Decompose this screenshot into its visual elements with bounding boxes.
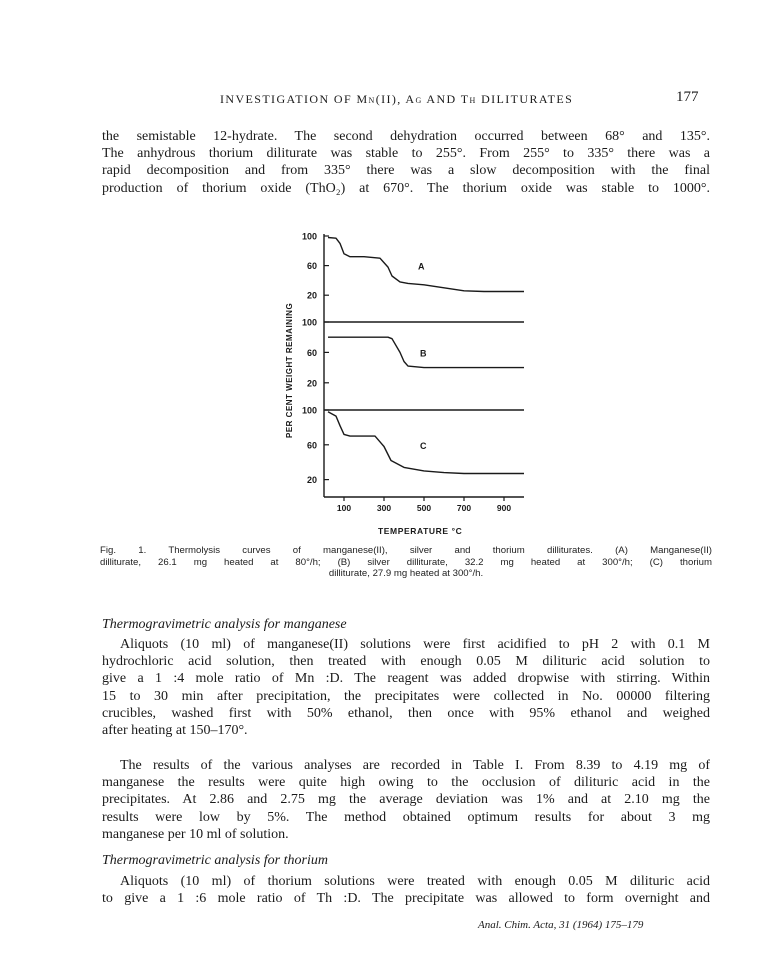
figure-caption xyxy=(100,545,712,580)
series-label-b: B xyxy=(420,348,427,359)
y-tick-label: 20 xyxy=(306,290,317,301)
caption-line: Fig. 1. Thermolysis curves of manganese(II), silver and thorium dilliturates. (A) Manganese(II) xyxy=(100,545,712,556)
caption-line: dilliturate, 27.9 mg heated at 300°/h. xyxy=(328,568,484,580)
text-line: Aliquots (10 ml) of thorium solutions were treated with enough 0.05 M dilituric acid xyxy=(120,874,710,889)
text-line: Aliquots (10 ml) of manganese(II) solutions were first acidified to pH 2 with 0.1 M xyxy=(120,637,710,652)
y-tick-label: 100 xyxy=(301,317,317,328)
text-line: results were low by 5%. The method obtained optimum results for about 3 mg xyxy=(102,809,710,825)
y-tick-label: 20 xyxy=(306,378,317,389)
y-tick-label: 100 xyxy=(301,231,317,242)
page-number: 177 xyxy=(676,89,699,105)
text-line: crucibles, washed first with 50% ethanol, then once with 95% ethanol and weighed xyxy=(102,705,710,721)
text-line: 15 to 30 min after precipitation, the precipitates were collected in No. 00000 filtering xyxy=(102,688,710,704)
x-tick-label: 100 xyxy=(336,503,352,513)
text-line: manganese the results were quite high owing to the occlusion of dilituric acid in the xyxy=(102,775,710,791)
text-line: manganese per 10 ml of solution. xyxy=(102,826,289,842)
caption-line: dilliturate, 26.1 mg heated at 80°/h; (B) silver dilliturate, 32.2 mg heated at 300°/h; (C) thorium xyxy=(100,556,712,568)
y-tick-label: 20 xyxy=(306,475,317,486)
text-line: precipitates. At 2.86 and 2.75 mg the average deviation was 1% and at 2.10 mg the xyxy=(102,792,710,808)
x-tick-label: 700 xyxy=(456,503,472,513)
manganese-paragraph-1 xyxy=(102,636,710,739)
y-tick-label: 60 xyxy=(306,440,317,451)
section-heading-manganese: Thermogravimetric analysis for manganese xyxy=(102,617,347,632)
journal-footer: Anal. Chim. Acta, 31 (1964) 175–179 xyxy=(478,919,644,931)
y-tick-label: 60 xyxy=(306,261,317,272)
text-line: The results of the various analyses are recorded in Table I. From 8.39 to 4.19 mg of xyxy=(120,758,710,773)
y-tick-label: 100 xyxy=(301,405,317,416)
x-tick-label: 900 xyxy=(496,503,512,513)
text-line: after heating at 150–170°. xyxy=(102,723,248,739)
series-label-a: A xyxy=(418,261,425,272)
x-axis-label: TEMPERATURE °C xyxy=(378,526,463,536)
text-line: the semistable 12-hydrate. The second dehydration occurred between 68° and 135°. xyxy=(102,129,710,144)
series-line-a xyxy=(328,238,524,292)
series-label-c: C xyxy=(420,440,427,451)
section-heading-thorium: Thermogravimetric analysis for thorium xyxy=(102,853,328,868)
running-head: INVESTIGATION OF Mn(II), Ag AND Th DILITURATES xyxy=(220,92,574,106)
manganese-paragraph-2 xyxy=(102,757,710,843)
thorium-paragraph xyxy=(102,873,710,907)
text-line: production of thorium oxide (ThO₂) at 670°. The thorium oxide was stable to 1000°. xyxy=(102,180,710,196)
y-axis-label: PER CENT WEIGHT REMAINING xyxy=(285,302,294,438)
text-line: rapid decomposition and from 335° there was a slow decomposition with the final xyxy=(102,163,710,179)
y-tick-label: 60 xyxy=(306,347,317,358)
text-line: to give a 1 :6 mole ratio of Th :D. The precipitate was allowed to form overnight and xyxy=(102,891,710,907)
x-tick-label: 500 xyxy=(416,503,432,513)
text-line: The anhydrous thorium diliturate was stable to 255°. From 255° to 335° there was a xyxy=(102,146,710,162)
text-line: give a 1 :4 mole ratio of Mn :D. The reagent was added dropwise with stirring. Within xyxy=(102,671,710,687)
text-line: hydrochloric acid solution, then treated with enough 0.05 M dilituric acid solution to xyxy=(102,654,710,670)
x-tick-label: 300 xyxy=(376,503,392,513)
